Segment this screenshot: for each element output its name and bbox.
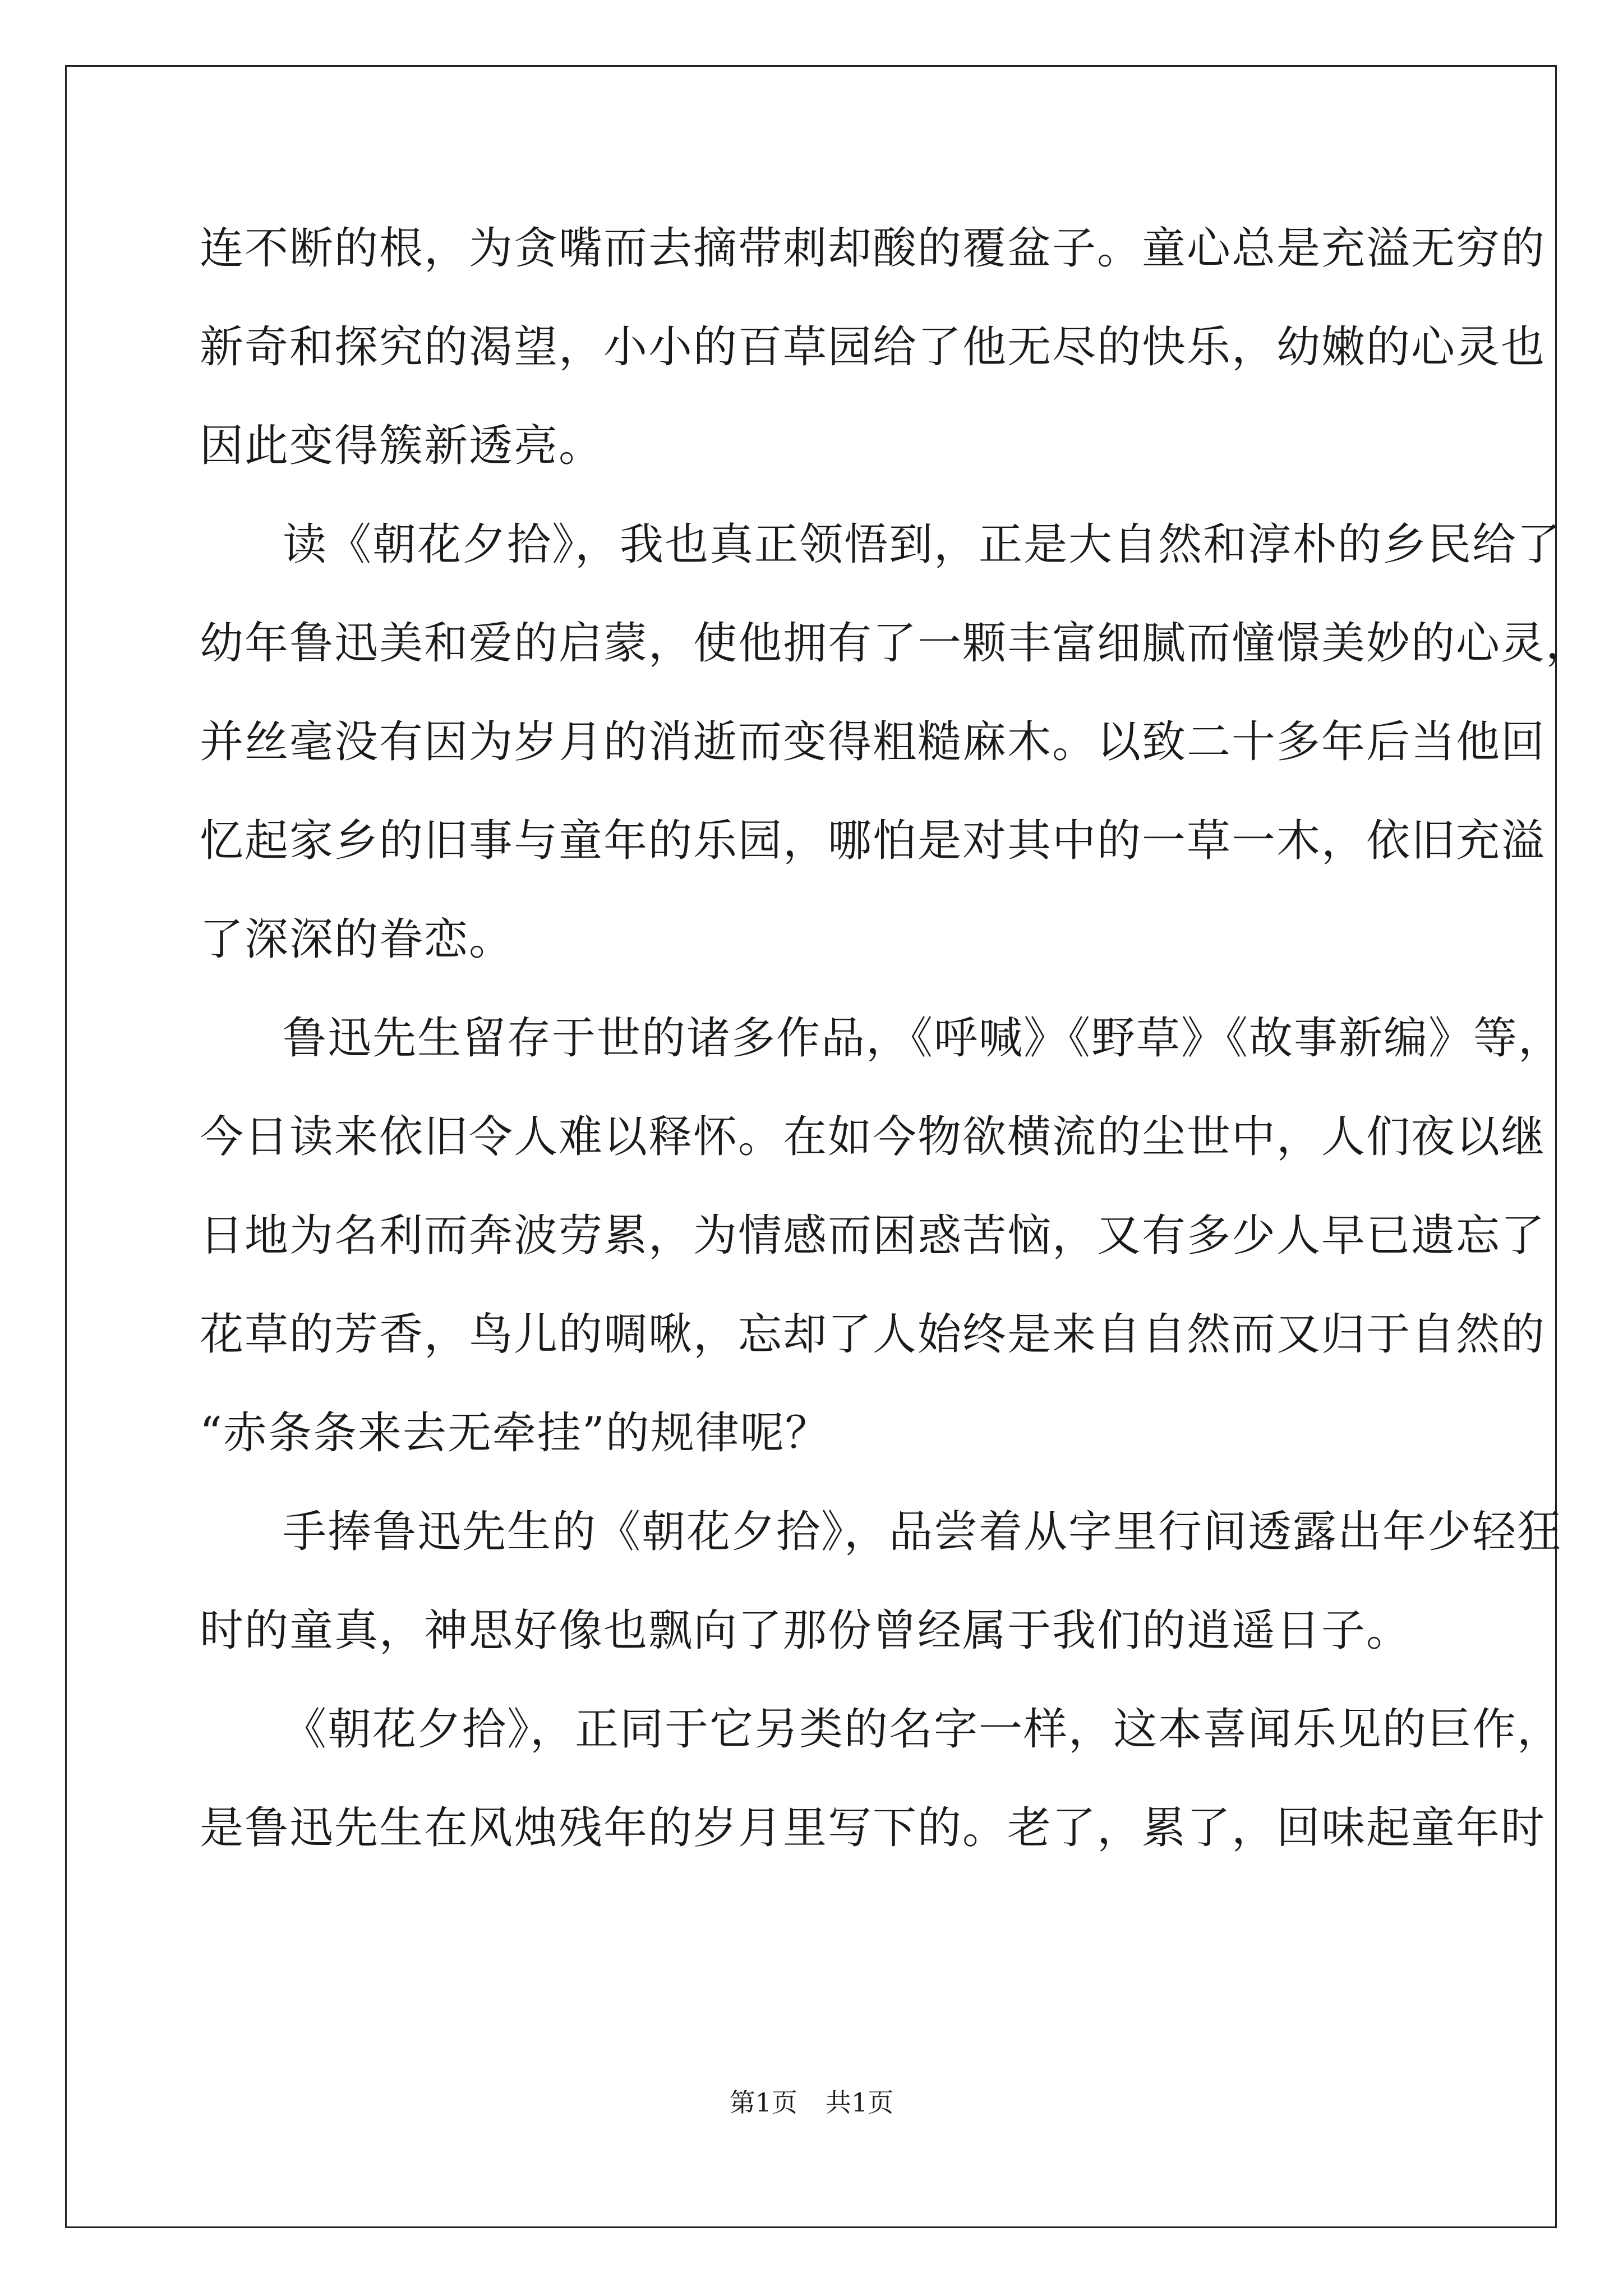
page-footer xyxy=(0,2086,1623,2119)
text-line: 日地为名利而奔波劳累，为情感而困惑苦恼，又有多少人早已遗忘了 xyxy=(200,1211,1546,1261)
text-line: 是鲁迅先生在风烛残年的岁月里写下的。老了，累了，回味起童年时 xyxy=(200,1803,1546,1853)
text-line: 连不断的根，为贪嘴而去摘带刺却酸的覆盆子。童心总是充溢无穷的 xyxy=(200,223,1546,274)
text-line: 花草的芳香，鸟儿的啁啾，忘却了人始终是来自自然而又归于自然的 xyxy=(200,1309,1546,1360)
text-line: 因此变得簇新透亮。 xyxy=(200,421,604,471)
text-line: 新奇和探究的渴望，小小的百草园给了他无尽的快乐，幼嫩的心灵也 xyxy=(200,322,1546,372)
text-line: 并丝毫没有因为岁月的消逝而变得粗糙麻木。以致二十多年后当他回 xyxy=(200,717,1546,767)
text-line: 幼年鲁迅美和爱的启蒙，使他拥有了一颗丰富细腻而憧憬美妙的心灵， xyxy=(200,618,1591,669)
paragraph-first-line: 《朝花夕拾》，正同于它另类的名字一样，这本喜闻乐见的巨作， xyxy=(283,1704,1562,1755)
text-line: 忆起家乡的旧事与童年的乐园，哪怕是对其中的一草一木，依旧充溢 xyxy=(200,816,1546,866)
paragraph-first-line: 手捧鲁迅先生的《朝花夕拾》，品尝着从字里行间透露出年少轻狂 xyxy=(283,1507,1562,1557)
text-line: 了深深的眷恋。 xyxy=(200,914,514,965)
paragraph-first-line: 读《朝花夕拾》，我也真正领悟到，正是大自然和淳朴的乡民给了 xyxy=(283,519,1562,570)
text-line: 时的童真，神思好像也飘向了那份曾经属于我们的逍遥日子。 xyxy=(200,1605,1412,1656)
page-number-total: 共1页 xyxy=(826,2087,894,2118)
page-number-current: 第1页 xyxy=(729,2087,797,2118)
text-line: “赤条条来去无牵挂”的规律呢？ xyxy=(200,1408,830,1458)
text-line: 今日读来依旧令人难以释怀。在如今物欲横流的尘世中，人们夜以继 xyxy=(200,1112,1546,1162)
document-body xyxy=(200,218,1591,1896)
paragraph-first-line: 鲁迅先生留存于世的诸多作品，《呼喊》《野草》《故事新编》等， xyxy=(283,1013,1564,1064)
